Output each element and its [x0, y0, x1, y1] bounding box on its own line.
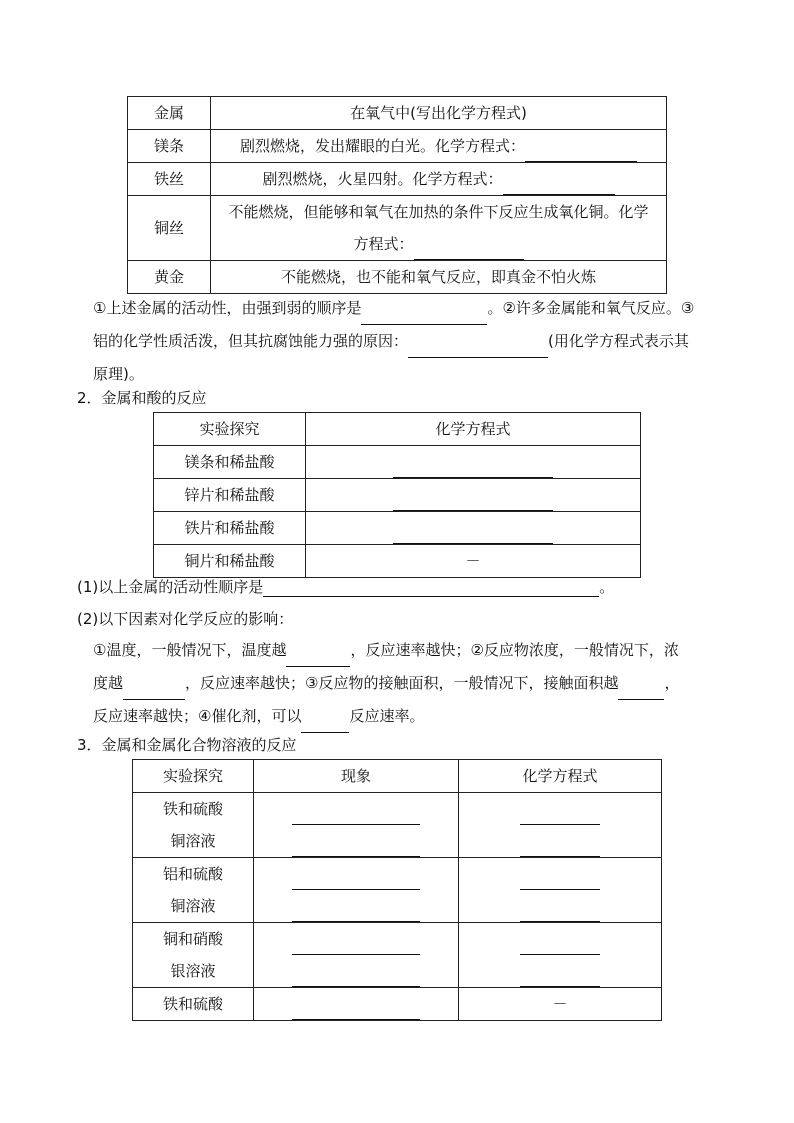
table-header-cell: 在氧气中(写出化学方程式): [211, 97, 667, 130]
answer-blank[interactable]: [292, 1001, 420, 1020]
metal-cell: 铁丝: [128, 163, 211, 196]
acid-reaction-table: [153, 412, 641, 578]
answer-blank[interactable]: [263, 578, 599, 597]
equation-cell: [459, 793, 662, 858]
salt-solution-table: [132, 759, 662, 1021]
answer-blank[interactable]: [361, 306, 487, 325]
reaction-cell: 剧烈燃烧，发出耀眼的白光。化学方程式：: [211, 130, 667, 163]
answer-blank[interactable]: [503, 176, 615, 195]
equation-cell: －: [306, 545, 641, 578]
reaction-cell: 不能燃烧，也不能和氧气反应，即真金不怕火炼: [211, 261, 667, 294]
answer-blank[interactable]: [292, 968, 420, 987]
phenomenon-cell: [254, 988, 459, 1021]
experiment-cell: 锌片和稀盐酸: [154, 479, 306, 512]
activity-paragraph: ①上述金属的活动性，由强到弱的顺序是 。②许多金属能和氧气反应。③ 铝的化学性质活泼，但其抗腐蚀能力强的原因： (用化学方程式表示其 原理)。: [93, 299, 695, 383]
reaction-cell: 不能燃烧，但能够和氧气在加热的条件下反应生成氧化铜。化学 方程式：: [211, 196, 667, 261]
answer-blank[interactable]: [292, 903, 420, 922]
equation-cell: [306, 479, 641, 512]
table-header-cell: 实验探究: [154, 413, 306, 446]
metal-cell: 铜丝: [128, 196, 211, 261]
phenomenon-cell: [254, 923, 459, 988]
table-header-cell: 实验探究: [133, 760, 254, 793]
answer-blank[interactable]: [292, 871, 420, 890]
question-1: (1)以上金属的活动性顺序是 。: [77, 578, 615, 596]
answer-blank[interactable]: [286, 648, 350, 667]
answer-blank[interactable]: [123, 681, 185, 700]
answer-blank[interactable]: [408, 339, 548, 358]
equation-cell: －: [459, 988, 662, 1021]
oxygen-reaction-table: [127, 96, 667, 294]
answer-blank[interactable]: [618, 681, 664, 700]
table-header-cell: 化学方程式: [459, 760, 662, 793]
equation-cell: [459, 858, 662, 923]
equation-cell: [459, 923, 662, 988]
experiment-cell: 铝和硫酸 铜溶液: [133, 858, 254, 923]
experiment-cell: 铁和硫酸 铜溶液: [133, 793, 254, 858]
experiment-cell: 铁和硫酸: [133, 988, 254, 1021]
answer-blank[interactable]: [520, 968, 600, 987]
section-3-heading: 3．金属和金属化合物溶液的反应: [77, 736, 297, 754]
metal-cell: 黄金: [128, 261, 211, 294]
question-2-title: (2)以下因素对化学反应的影响：: [77, 610, 294, 628]
phenomenon-cell: [254, 858, 459, 923]
answer-blank[interactable]: [520, 806, 600, 825]
question-2-body: ①温度，一般情况下，温度越 ，反应速率越快；②反应物浓度，一般情况下，浓 度越 ，反应速率越快；③反应物的接触面积，一般情况下，接触面积越 ， 反应速率越快；④催化剂，可以 反应速率。: [93, 634, 733, 733]
experiment-cell: 铁片和稀盐酸: [154, 512, 306, 545]
experiment-cell: 镁条和稀盐酸: [154, 446, 306, 479]
phenomenon-cell: [254, 793, 459, 858]
equation-cell: [306, 512, 641, 545]
table-header-cell: 金属: [128, 97, 211, 130]
answer-blank[interactable]: [292, 936, 420, 955]
section-2-heading: 2．金属和酸的反应: [77, 389, 207, 407]
reaction-cell: 剧烈燃烧，火星四射。化学方程式：: [211, 163, 667, 196]
answer-blank[interactable]: [520, 936, 600, 955]
answer-blank[interactable]: [393, 492, 553, 511]
table-header-cell: 化学方程式: [306, 413, 641, 446]
answer-blank[interactable]: [393, 459, 553, 478]
equation-cell: [306, 446, 641, 479]
answer-blank[interactable]: [301, 714, 349, 733]
answer-blank[interactable]: [292, 838, 420, 857]
experiment-cell: 铜和硝酸 银溶液: [133, 923, 254, 988]
answer-blank[interactable]: [520, 903, 600, 922]
experiment-cell: 铜片和稀盐酸: [154, 545, 306, 578]
metal-cell: 镁条: [128, 130, 211, 163]
table-header-cell: 现象: [254, 760, 459, 793]
answer-blank[interactable]: [393, 525, 553, 544]
answer-blank[interactable]: [414, 241, 524, 260]
answer-blank[interactable]: [525, 143, 637, 162]
answer-blank[interactable]: [520, 838, 600, 857]
answer-blank[interactable]: [520, 871, 600, 890]
answer-blank[interactable]: [292, 806, 420, 825]
